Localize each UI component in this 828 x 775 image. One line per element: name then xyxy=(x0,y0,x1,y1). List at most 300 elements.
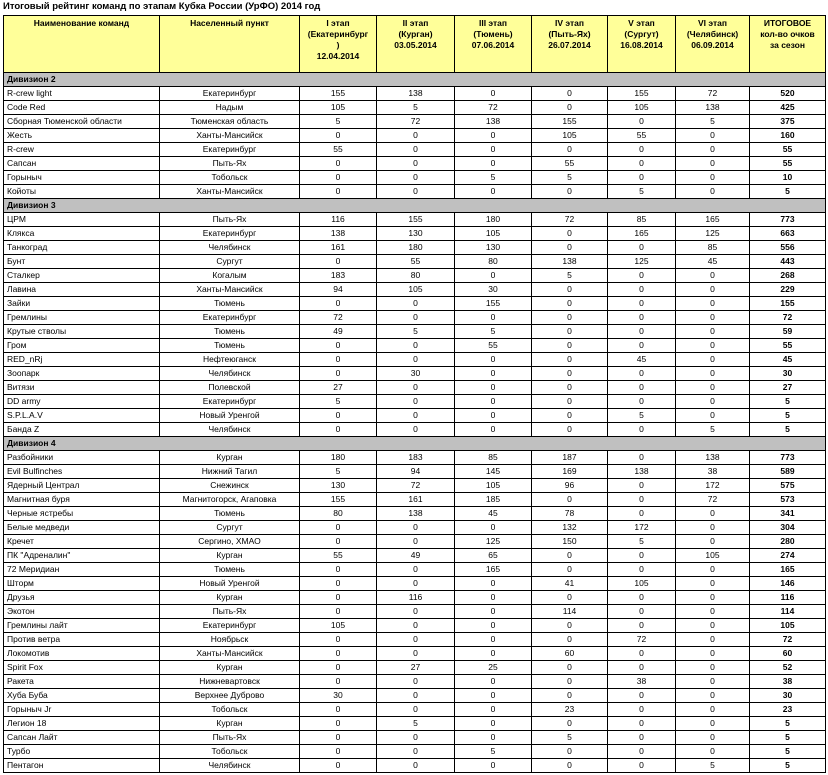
stage-5-points-cell: 0 xyxy=(608,591,676,605)
stage-2-points-cell: 55 xyxy=(377,255,455,269)
header-stage-4-name: IV этап xyxy=(555,18,584,28)
table-row[interactable] xyxy=(4,717,826,731)
stage-5-points-cell: 45 xyxy=(608,353,676,367)
table-row[interactable] xyxy=(4,115,826,129)
team-name-cell: ПК "Адреналин" xyxy=(4,549,160,563)
total-points-cell: 59 xyxy=(750,325,826,339)
stage-2-points-cell: 0 xyxy=(377,563,455,577)
stage-3-points-cell: 0 xyxy=(455,647,532,661)
city-cell: Ханты-Мансийск xyxy=(160,283,300,297)
division-row xyxy=(4,437,826,451)
stage-5-points-cell: 0 xyxy=(608,759,676,773)
header-stage-5[interactable] xyxy=(608,16,676,73)
stage-6-points-cell: 0 xyxy=(676,311,750,325)
stage-4-points-cell: 138 xyxy=(532,255,608,269)
city-cell: Тюмень xyxy=(160,325,300,339)
stage-3-points-cell: 0 xyxy=(455,395,532,409)
stage-3-points-cell: 0 xyxy=(455,311,532,325)
total-points-cell: 72 xyxy=(750,633,826,647)
stage-5-points-cell: 5 xyxy=(608,409,676,423)
stage-5-points-cell: 155 xyxy=(608,87,676,101)
team-name-cell: Гром xyxy=(4,339,160,353)
stage-6-points-cell: 0 xyxy=(676,731,750,745)
total-points-cell: 72 xyxy=(750,311,826,325)
team-name-cell: Evil Bulfinches xyxy=(4,465,160,479)
stage-4-points-cell: 0 xyxy=(532,591,608,605)
page-title: Итоговый рейтинг команд по этапам Кубка России (УрФО) 2014 год xyxy=(3,1,321,12)
team-name-cell: Локомотив xyxy=(4,647,160,661)
team-name-cell: R-crew xyxy=(4,143,160,157)
team-name-cell: Пентагон xyxy=(4,759,160,773)
stage-6-points-cell: 138 xyxy=(676,101,750,115)
stage-2-points-cell: 0 xyxy=(377,689,455,703)
city-cell: Тюменская область xyxy=(160,115,300,129)
stage-2-points-cell: 0 xyxy=(377,675,455,689)
stage-1-points-cell: 138 xyxy=(300,227,377,241)
header-stage-4[interactable] xyxy=(532,16,608,73)
stage-4-points-cell: 23 xyxy=(532,703,608,717)
stage-2-points-cell: 0 xyxy=(377,633,455,647)
city-cell: Тюмень xyxy=(160,339,300,353)
table-row[interactable] xyxy=(4,549,826,563)
stage-2-points-cell: 0 xyxy=(377,381,455,395)
stage-6-points-cell: 0 xyxy=(676,339,750,353)
total-points-cell: 45 xyxy=(750,353,826,367)
team-name-cell: Витязи xyxy=(4,381,160,395)
city-cell: Тюмень xyxy=(160,563,300,577)
team-name-cell: Кречет xyxy=(4,535,160,549)
stage-2-points-cell: 0 xyxy=(377,409,455,423)
stage-5-points-cell: 0 xyxy=(608,339,676,353)
stage-4-points-cell: 0 xyxy=(532,353,608,367)
total-points-cell: 160 xyxy=(750,129,826,143)
stage-5-points-cell: 0 xyxy=(608,423,676,437)
stage-3-points-cell: 138 xyxy=(455,115,532,129)
city-cell: Ноябрьск xyxy=(160,633,300,647)
stage-5-points-cell: 0 xyxy=(608,549,676,563)
stage-5-points-cell: 0 xyxy=(608,493,676,507)
stage-4-points-cell: 155 xyxy=(532,115,608,129)
total-points-cell: 520 xyxy=(750,87,826,101)
stage-6-points-cell: 5 xyxy=(676,759,750,773)
table-row[interactable] xyxy=(4,577,826,591)
city-cell: Екатеринбург xyxy=(160,619,300,633)
stage-2-points-cell: 0 xyxy=(377,185,455,199)
city-cell: Челябинск xyxy=(160,241,300,255)
header-stage-1-place: (Екатеринбург xyxy=(307,29,369,39)
stage-2-points-cell: 80 xyxy=(377,269,455,283)
team-name-cell: Койоты xyxy=(4,185,160,199)
table-row[interactable] xyxy=(4,101,826,115)
total-points-cell: 663 xyxy=(750,227,826,241)
stage-1-points-cell: 0 xyxy=(300,297,377,311)
table-row[interactable] xyxy=(4,521,826,535)
stage-5-points-cell: 0 xyxy=(608,619,676,633)
stage-6-points-cell: 0 xyxy=(676,325,750,339)
stage-5-points-cell: 0 xyxy=(608,731,676,745)
total-points-cell: 280 xyxy=(750,535,826,549)
stage-2-points-cell: 5 xyxy=(377,717,455,731)
stage-5-points-cell: 5 xyxy=(608,185,676,199)
header-stage-5-name: V этап xyxy=(628,18,655,28)
stage-5-points-cell: 0 xyxy=(608,605,676,619)
stage-1-points-cell: 0 xyxy=(300,563,377,577)
stage-1-points-cell: 55 xyxy=(300,143,377,157)
header-stage-3-name: III этап xyxy=(478,18,508,28)
total-points-cell: 55 xyxy=(750,157,826,171)
team-name-cell: Code Red xyxy=(4,101,160,115)
stage-3-points-cell: 105 xyxy=(455,227,532,241)
team-name-cell: Сапсан Лайт xyxy=(4,731,160,745)
stage-3-points-cell: 55 xyxy=(455,339,532,353)
stage-5-points-cell: 0 xyxy=(608,395,676,409)
stage-3-points-cell: 105 xyxy=(455,479,532,493)
table-row[interactable] xyxy=(4,269,826,283)
table-row[interactable] xyxy=(4,689,826,703)
table-row[interactable] xyxy=(4,675,826,689)
table-row[interactable] xyxy=(4,647,826,661)
table-row[interactable] xyxy=(4,339,826,353)
header-stage-6-name: VI этап xyxy=(698,18,727,28)
table-row[interactable] xyxy=(4,465,826,479)
table-row[interactable] xyxy=(4,311,826,325)
stage-2-points-cell: 0 xyxy=(377,311,455,325)
table-row[interactable] xyxy=(4,353,826,367)
stage-2-points-cell: 0 xyxy=(377,423,455,437)
total-points-cell: 573 xyxy=(750,493,826,507)
team-name-cell: Экотон xyxy=(4,605,160,619)
stage-3-points-cell: 0 xyxy=(455,157,532,171)
header-team[interactable]: Наименование команд xyxy=(4,16,160,73)
stage-4-points-cell: 0 xyxy=(532,409,608,423)
stage-2-points-cell: 0 xyxy=(377,731,455,745)
table-row[interactable] xyxy=(4,367,826,381)
header-stage-3[interactable] xyxy=(455,16,532,73)
city-cell: Тобольск xyxy=(160,171,300,185)
stage-5-points-cell: 0 xyxy=(608,171,676,185)
table-row[interactable] xyxy=(4,227,826,241)
stage-5-points-cell: 0 xyxy=(608,745,676,759)
total-points-cell: 155 xyxy=(750,297,826,311)
table-row[interactable] xyxy=(4,633,826,647)
stage-3-points-cell: 65 xyxy=(455,549,532,563)
table-row[interactable] xyxy=(4,129,826,143)
stage-6-points-cell: 0 xyxy=(676,633,750,647)
stage-3-points-cell: 0 xyxy=(455,269,532,283)
city-cell: Челябинск xyxy=(160,759,300,773)
stage-6-points-cell: 125 xyxy=(676,227,750,241)
team-name-cell: Сборная Тюменской области xyxy=(4,115,160,129)
table-row[interactable] xyxy=(4,325,826,339)
city-cell: Пыть-Ях xyxy=(160,157,300,171)
city-cell: Верхнее Дуброво xyxy=(160,689,300,703)
table-row[interactable] xyxy=(4,493,826,507)
stage-1-points-cell: 0 xyxy=(300,731,377,745)
city-cell: Челябинск xyxy=(160,367,300,381)
header-stage-6[interactable] xyxy=(676,16,750,73)
stage-5-points-cell: 0 xyxy=(608,143,676,157)
stage-1-points-cell: 0 xyxy=(300,675,377,689)
total-points-cell: 10 xyxy=(750,171,826,185)
stage-5-points-cell: 0 xyxy=(608,661,676,675)
stage-4-points-cell: 0 xyxy=(532,101,608,115)
team-name-cell: Сапсан xyxy=(4,157,160,171)
stage-3-points-cell: 145 xyxy=(455,465,532,479)
stage-4-points-cell: 0 xyxy=(532,717,608,731)
table-row[interactable] xyxy=(4,759,826,773)
stage-2-points-cell: 5 xyxy=(377,325,455,339)
header-stage-3-date: 07.06.2014 xyxy=(471,40,515,50)
city-cell: Курган xyxy=(160,661,300,675)
stage-5-points-cell: 38 xyxy=(608,675,676,689)
stage-1-points-cell: 55 xyxy=(300,549,377,563)
team-name-cell: Шторм xyxy=(4,577,160,591)
table-row[interactable] xyxy=(4,479,826,493)
stage-4-points-cell: 0 xyxy=(532,661,608,675)
stage-1-points-cell: 0 xyxy=(300,577,377,591)
stage-6-points-cell: 0 xyxy=(676,297,750,311)
team-name-cell: Друзья xyxy=(4,591,160,605)
header-total-line-3: за сезон xyxy=(770,40,805,50)
stage-4-points-cell: 0 xyxy=(532,283,608,297)
city-cell: Екатеринбург xyxy=(160,87,300,101)
total-points-cell: 23 xyxy=(750,703,826,717)
stage-2-points-cell: 0 xyxy=(377,297,455,311)
table-row[interactable] xyxy=(4,395,826,409)
stage-5-points-cell: 0 xyxy=(608,325,676,339)
stage-1-points-cell: 0 xyxy=(300,353,377,367)
stage-5-points-cell: 0 xyxy=(608,241,676,255)
stage-5-points-cell: 5 xyxy=(608,535,676,549)
stage-4-points-cell: 187 xyxy=(532,451,608,465)
table-row[interactable] xyxy=(4,451,826,465)
stage-3-points-cell: 0 xyxy=(455,619,532,633)
stage-1-points-cell: 5 xyxy=(300,395,377,409)
stage-5-points-cell: 0 xyxy=(608,367,676,381)
total-points-cell: 55 xyxy=(750,339,826,353)
total-points-cell: 5 xyxy=(750,395,826,409)
team-name-cell: Черные ястребы xyxy=(4,507,160,521)
stage-2-points-cell: 155 xyxy=(377,213,455,227)
stage-5-points-cell: 0 xyxy=(608,717,676,731)
table-row[interactable] xyxy=(4,171,826,185)
stage-2-points-cell: 0 xyxy=(377,619,455,633)
stage-4-points-cell: 0 xyxy=(532,325,608,339)
stage-5-points-cell: 172 xyxy=(608,521,676,535)
table-row[interactable] xyxy=(4,423,826,437)
table-row[interactable] xyxy=(4,87,826,101)
stage-6-points-cell: 0 xyxy=(676,367,750,381)
table-row[interactable] xyxy=(4,703,826,717)
stage-6-points-cell: 5 xyxy=(676,423,750,437)
city-cell: Курган xyxy=(160,591,300,605)
city-cell: Сургут xyxy=(160,255,300,269)
team-name-cell: DD army xyxy=(4,395,160,409)
header-stage-2-date: 03.05.2014 xyxy=(394,40,437,50)
stage-1-points-cell: 0 xyxy=(300,255,377,269)
stage-1-points-cell: 161 xyxy=(300,241,377,255)
stage-5-points-cell: 0 xyxy=(608,157,676,171)
stage-4-points-cell: 150 xyxy=(532,535,608,549)
table-row[interactable] xyxy=(4,619,826,633)
total-points-cell: 5 xyxy=(750,185,826,199)
stage-4-points-cell: 0 xyxy=(532,423,608,437)
total-points-cell: 5 xyxy=(750,423,826,437)
table-row[interactable] xyxy=(4,143,826,157)
stage-1-points-cell: 180 xyxy=(300,451,377,465)
stage-3-points-cell: 125 xyxy=(455,535,532,549)
stage-6-points-cell: 0 xyxy=(676,185,750,199)
stage-6-points-cell: 85 xyxy=(676,241,750,255)
stage-1-points-cell: 80 xyxy=(300,507,377,521)
city-cell: Ханты-Мансийск xyxy=(160,185,300,199)
total-points-cell: 27 xyxy=(750,381,826,395)
header-stage-2[interactable] xyxy=(377,16,455,73)
stage-6-points-cell: 45 xyxy=(676,255,750,269)
total-points-cell: 443 xyxy=(750,255,826,269)
stage-2-points-cell: 161 xyxy=(377,493,455,507)
total-points-cell: 556 xyxy=(750,241,826,255)
table-row[interactable] xyxy=(4,563,826,577)
table-row[interactable] xyxy=(4,535,826,549)
total-points-cell: 274 xyxy=(750,549,826,563)
table-row[interactable] xyxy=(4,241,826,255)
stage-2-points-cell: 72 xyxy=(377,479,455,493)
stage-6-points-cell: 0 xyxy=(676,591,750,605)
stage-2-points-cell: 0 xyxy=(377,157,455,171)
total-points-cell: 589 xyxy=(750,465,826,479)
total-points-cell: 60 xyxy=(750,647,826,661)
stage-1-points-cell: 0 xyxy=(300,409,377,423)
table-row[interactable] xyxy=(4,185,826,199)
stage-1-points-cell: 0 xyxy=(300,367,377,381)
stage-6-points-cell: 0 xyxy=(676,563,750,577)
stage-6-points-cell: 0 xyxy=(676,535,750,549)
stage-5-points-cell: 138 xyxy=(608,465,676,479)
table-row[interactable] xyxy=(4,605,826,619)
stage-6-points-cell: 0 xyxy=(676,381,750,395)
stage-4-points-cell: 0 xyxy=(532,241,608,255)
division-title: Дивизион 4 xyxy=(4,437,826,451)
stage-4-points-cell: 105 xyxy=(532,129,608,143)
table-row[interactable] xyxy=(4,213,826,227)
stage-6-points-cell: 0 xyxy=(676,521,750,535)
header-stage-1-place-end: ) xyxy=(336,40,340,50)
stage-4-points-cell: 0 xyxy=(532,689,608,703)
total-points-cell: 575 xyxy=(750,479,826,493)
table-row[interactable] xyxy=(4,297,826,311)
total-points-cell: 52 xyxy=(750,661,826,675)
stage-2-points-cell: 0 xyxy=(377,171,455,185)
stage-1-points-cell: 49 xyxy=(300,325,377,339)
header-stage-5-place: (Сургут) xyxy=(624,29,659,39)
header-stage-1[interactable] xyxy=(300,16,377,73)
total-points-cell: 5 xyxy=(750,745,826,759)
stage-3-points-cell: 165 xyxy=(455,563,532,577)
stage-1-points-cell: 0 xyxy=(300,157,377,171)
table-row[interactable] xyxy=(4,591,826,605)
stage-6-points-cell: 0 xyxy=(676,689,750,703)
total-points-cell: 5 xyxy=(750,731,826,745)
stage-1-points-cell: 72 xyxy=(300,311,377,325)
table-row[interactable] xyxy=(4,409,826,423)
stage-4-points-cell: 0 xyxy=(532,675,608,689)
team-name-cell: Танкоград xyxy=(4,241,160,255)
stage-4-points-cell: 0 xyxy=(532,381,608,395)
stage-6-points-cell: 0 xyxy=(676,269,750,283)
city-cell: Екатеринбург xyxy=(160,227,300,241)
table-row[interactable] xyxy=(4,255,826,269)
header-total-line-2: кол-во очков xyxy=(760,29,815,39)
stage-4-points-cell: 0 xyxy=(532,619,608,633)
table-row[interactable] xyxy=(4,157,826,171)
stage-6-points-cell: 0 xyxy=(676,143,750,157)
team-name-cell: Белые медведи xyxy=(4,521,160,535)
stage-4-points-cell: 0 xyxy=(532,759,608,773)
city-cell: Полевской xyxy=(160,381,300,395)
table-row[interactable] xyxy=(4,283,826,297)
stage-3-points-cell: 155 xyxy=(455,297,532,311)
stage-3-points-cell: 85 xyxy=(455,451,532,465)
table-row[interactable] xyxy=(4,745,826,759)
stage-5-points-cell: 0 xyxy=(608,703,676,717)
team-name-cell: Гремлины xyxy=(4,311,160,325)
table-row[interactable] xyxy=(4,661,826,675)
stage-3-points-cell: 5 xyxy=(455,171,532,185)
table-row[interactable] xyxy=(4,731,826,745)
team-name-cell: Жесть xyxy=(4,129,160,143)
rating-table xyxy=(3,15,826,773)
header-total[interactable] xyxy=(750,16,826,73)
city-cell: Магнитогорск, Агаповка xyxy=(160,493,300,507)
stage-2-points-cell: 0 xyxy=(377,353,455,367)
stage-4-points-cell: 0 xyxy=(532,633,608,647)
header-stage-3-place: (Тюмень) xyxy=(473,29,513,39)
stage-6-points-cell: 138 xyxy=(676,451,750,465)
header-stage-2-name: II этап xyxy=(402,18,429,28)
stage-3-points-cell: 5 xyxy=(455,325,532,339)
stage-2-points-cell: 94 xyxy=(377,465,455,479)
stage-6-points-cell: 105 xyxy=(676,549,750,563)
table-row[interactable] xyxy=(4,381,826,395)
header-stage-6-date: 06.09.2014 xyxy=(691,40,734,50)
stage-3-points-cell: 72 xyxy=(455,101,532,115)
city-cell: Челябинск xyxy=(160,423,300,437)
header-stage-2-place: (Курган) xyxy=(398,29,433,39)
total-points-cell: 146 xyxy=(750,577,826,591)
stage-2-points-cell: 105 xyxy=(377,283,455,297)
stage-4-points-cell: 0 xyxy=(532,311,608,325)
total-points-cell: 5 xyxy=(750,409,826,423)
team-name-cell: Против ветра xyxy=(4,633,160,647)
stage-1-points-cell: 0 xyxy=(300,423,377,437)
stage-5-points-cell: 0 xyxy=(608,647,676,661)
header-city[interactable]: Населенный пункт xyxy=(160,16,300,73)
stage-1-points-cell: 5 xyxy=(300,115,377,129)
stage-5-points-cell: 0 xyxy=(608,381,676,395)
stage-2-points-cell: 0 xyxy=(377,521,455,535)
team-name-cell: Турбо xyxy=(4,745,160,759)
city-cell: Пыть-Ях xyxy=(160,213,300,227)
city-cell: Пыть-Ях xyxy=(160,605,300,619)
stage-1-points-cell: 0 xyxy=(300,535,377,549)
stage-3-points-cell: 0 xyxy=(455,731,532,745)
stage-4-points-cell: 72 xyxy=(532,213,608,227)
total-points-cell: 425 xyxy=(750,101,826,115)
stage-1-points-cell: 0 xyxy=(300,339,377,353)
table-row[interactable] xyxy=(4,507,826,521)
stage-3-points-cell: 0 xyxy=(455,87,532,101)
